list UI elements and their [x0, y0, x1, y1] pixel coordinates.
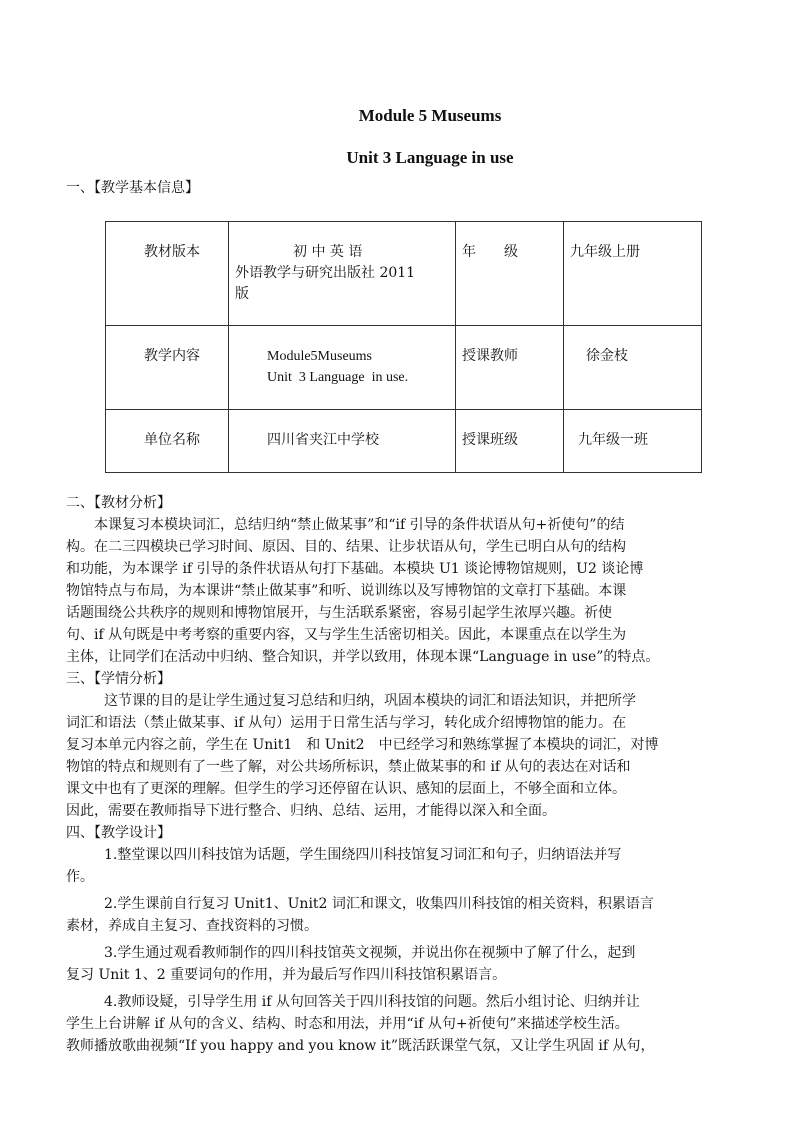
cell-value [229, 222, 456, 326]
text-line: 词汇和语法（禁止做某事、if 从句）运用于日常生活与学习，转化成介绍博物馆的能力。在 [66, 715, 627, 731]
text-line: 物馆的特点和规则有了一些了解，对公共场所标识，禁止做某事的和 if 从句的表达在对话和 [66, 759, 631, 775]
text-line: 课文中也有了更深的理解。但学生的学习还停留在认识、感知的层面上，不够全面和立体。 [66, 781, 626, 797]
text-line: 3.学生通过观看教师制作的四川科技馆英文视频，并说出你在视频中了解了什么，起到 [104, 945, 636, 961]
basic-info-table [105, 221, 702, 473]
section1-heading: 一、【教学基本信息】 [66, 180, 199, 196]
unit-line: Unit 3 Language in use. [267, 370, 409, 385]
section3-heading: 三、【学情分析】 [66, 671, 171, 687]
text-line: 复习 Unit 1、2 重要词句的作用，并为最后写作四川科技馆积累语言。 [66, 967, 507, 983]
text-line: 因此，需要在教师指导下进行整合、归纳、总结、运用，才能得以深入和全面。 [66, 803, 556, 819]
text-line: 1.整堂课以四川科技馆为话题，学生围绕四川科技馆复习词汇和句子，归纳语法并写 [104, 847, 622, 863]
publisher-line: 外语教学与研究出版社 2011 [235, 265, 416, 281]
cell-value: 九年级一班 [564, 410, 702, 473]
textbook-line: 初 中 英 语 [293, 244, 363, 260]
text-line: 主体，让同学们在活动中归纳、整合知识，并学以致用，体现本课“Language in use”的特点。 [66, 649, 660, 665]
cell-label: 单位名称 [106, 410, 229, 473]
cell-label: 教学内容 [106, 326, 229, 410]
text-line: 4.教师设疑，引导学生用 if 从句回答关于四川科技馆的问题。然后小组讨论、归纳并让 [104, 994, 640, 1010]
text-line: 学生上台讲解 if 从句的含义、结构、时态和用法，并用“if 从句+祈使句”来描述学校生活。 [66, 1016, 629, 1032]
text-line: 作。 [66, 869, 94, 885]
cell-value: 九年级上册 [564, 222, 702, 326]
module-line: Module5Museums [267, 349, 372, 364]
text-line: 物馆特点与布局，为本课讲“禁止做某事”和听、说训练以及写博物馆的文章打下基础。本课 [66, 583, 627, 599]
section4-heading: 四、【教学设计】 [66, 825, 171, 841]
text-line: 话题围绕公共秩序的规则和博物馆展开，与生活联系紧密，容易引起学生浓厚兴趣。祈使 [66, 605, 612, 621]
text-line: 复习本单元内容之前，学生在 Unit1 和 Unit2 中已经学习和熟练掌握了本模块的词汇，对博 [66, 737, 659, 753]
edition-line: 版 [235, 286, 249, 302]
cell-label: 教材版本 [106, 222, 229, 326]
section2-heading: 二、【教材分析】 [66, 495, 171, 511]
cell-label: 授课教师 [456, 326, 564, 410]
text-line: 句、if 从句既是中考考察的重要内容，又与学生生活密切相关。因此，本课重点在以学生为 [66, 627, 627, 643]
document-body [66, 492, 726, 1057]
text-line: 素材，养成自主复习、查找资料的习惯。 [66, 918, 318, 934]
text-line: 这节课的目的是让学生通过复习总结和归纳，巩固本模块的词汇和语法知识，并把所学 [104, 693, 636, 709]
cell-value: 四川省夹江中学校 [229, 410, 456, 473]
cell-label: 年 级 [456, 222, 564, 326]
cell-value: 徐金枝 [564, 326, 702, 410]
text-line: 教师播放歌曲视频“If you happy and you know it”既活跃课堂气氛，又让学生巩固 if 从句， [66, 1038, 655, 1054]
cell-value [229, 326, 456, 410]
document-subtitle: Unit 3 Language in use [346, 148, 514, 167]
text-line: 本课复习本模块词汇，总结归纳“禁止做某事”和“if 引导的条件状语从句+祈使句”的结 [94, 517, 625, 533]
text-line: 构。在二三四模块已学习时间、原因、目的、结果、让步状语从句，学生已明白从句的结构 [66, 539, 626, 555]
text-line: 和功能，为本课学 if 引导的条件状语从句打下基础。本模块 U1 谈论博物馆规则，U2 谈论博 [66, 561, 644, 577]
document-title: Module 5 Museums [358, 106, 502, 125]
text-line: 2.学生课前自行复习 Unit1、Unit2 词汇和课文，收集四川科技馆的相关资料，积累语言 [104, 896, 654, 912]
cell-label: 授课班级 [456, 410, 564, 473]
